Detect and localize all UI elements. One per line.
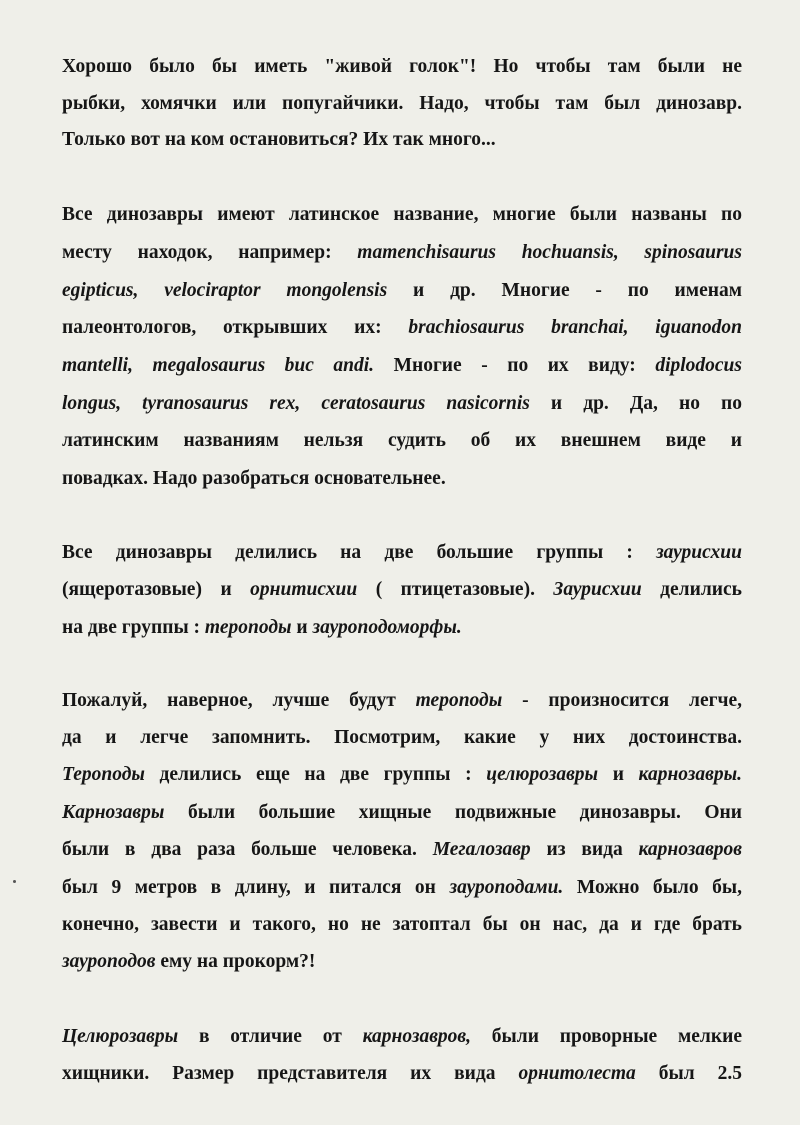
- paragraph-3-line-2: [62, 578, 742, 602]
- italic-term: egipticus, velociraptor mongolensis: [62, 280, 388, 301]
- paragraph-1-line-3: [62, 128, 742, 152]
- text-segment: Можно было бы,: [563, 877, 742, 898]
- text-segment: и др. Да, но по: [529, 393, 742, 414]
- text-segment: конечно, завести и такого, но не затоптал бы он нас, да и где брать: [62, 914, 742, 935]
- italic-term: Целюрозавры: [62, 1026, 179, 1047]
- text-segment: Все динозавры делились на две большие группы :: [62, 542, 657, 563]
- text-segment: делились: [641, 579, 742, 600]
- text-segment: ему на прокорм?!: [155, 951, 316, 972]
- paragraph-2-line-3: [62, 279, 742, 303]
- italic-term: орнитисхии: [250, 579, 358, 600]
- paragraph-2-line-6: [62, 392, 742, 416]
- italic-term: зауроподоморфы.: [312, 617, 462, 638]
- paragraph-4-line-3: [62, 763, 742, 787]
- paragraph-1-line-1: [62, 55, 742, 79]
- paragraph-5-line-2: [62, 1062, 742, 1086]
- text-segment: да и легче запомнить. Посмотрим, какие у них достоинства.: [62, 727, 742, 748]
- paragraph-1-line-2: [62, 92, 742, 116]
- text-segment: палеонтологов, открывших их:: [62, 317, 409, 338]
- italic-term: зауроподов: [62, 951, 156, 972]
- text-segment: Все динозавры имеют латинское название, многие были названы по: [62, 204, 742, 225]
- paragraph-4-line-6: [62, 876, 742, 900]
- paragraph-4-line-1: [62, 689, 742, 713]
- text-segment: ( птицетазовые).: [357, 579, 554, 600]
- paragraph-4-line-5: [62, 838, 742, 862]
- italic-term: diplodocus: [655, 355, 742, 376]
- text-segment: повадках. Надо разобраться основательнее.: [62, 468, 446, 489]
- paragraph-2-line-4: [62, 316, 742, 340]
- text-segment: Хорошо было бы иметь "живой голок"! Но чтобы там были не: [62, 56, 742, 77]
- text-segment: в отличие от: [178, 1026, 363, 1047]
- paragraph-4-line-8: [62, 950, 742, 974]
- text-segment: делились еще на две группы :: [144, 764, 487, 785]
- text-segment: Пожалуй, наверное, лучше будут: [62, 690, 416, 711]
- text-segment: и: [598, 764, 639, 785]
- italic-term: Мегалозавр: [432, 839, 531, 860]
- italic-term: тероподы: [415, 690, 503, 711]
- italic-term: mantelli, megalosaurus buc andi.: [62, 355, 375, 376]
- paragraph-4-line-2: [62, 726, 742, 750]
- paragraph-4-line-7: [62, 913, 742, 937]
- italic-term: тероподы: [204, 617, 292, 638]
- paragraph-2-line-1: [62, 203, 742, 227]
- italic-term: карнозавров: [638, 839, 742, 860]
- scan-speck: [13, 880, 16, 883]
- italic-term: целюрозавры: [486, 764, 599, 785]
- text-segment: и др. Многие - по именам: [387, 280, 742, 301]
- italic-term: mamenchisaurus hochuansis, spinosaurus: [357, 242, 742, 263]
- text-segment: месту находок, например:: [62, 242, 358, 263]
- text-segment: был 2.5: [635, 1063, 742, 1084]
- text-segment: хищники. Размер представителя их вида: [62, 1063, 519, 1084]
- text-segment: Многие - по их виду:: [374, 355, 656, 376]
- text-segment: латинским названиям нельзя судить об их внешнем виде и: [62, 430, 742, 451]
- italic-term: Тероподы: [62, 764, 145, 785]
- paragraph-3-line-1: [62, 541, 742, 565]
- paragraph-3-line-3: [62, 616, 742, 640]
- italic-term: brachiosaurus branchai, iguanodon: [408, 317, 742, 338]
- text-segment: Только вот на ком остановиться? Их так много...: [62, 129, 496, 150]
- italic-term: Заурисхии: [553, 579, 642, 600]
- text-segment: - произносится легче,: [502, 690, 742, 711]
- italic-term: карнозавров,: [362, 1026, 471, 1047]
- text-segment: рыбки, хомячки или попугайчики. Надо, чтобы там был динозавр.: [62, 93, 742, 114]
- text-segment: был 9 метров в длину, и питался он: [62, 877, 450, 898]
- paragraph-2-line-5: [62, 354, 742, 378]
- italic-term: карнозавры.: [638, 764, 742, 785]
- italic-term: зауроподами.: [449, 877, 564, 898]
- text-segment: из вида: [530, 839, 639, 860]
- text-segment: были проворные мелкие: [471, 1026, 742, 1047]
- italic-term: Карнозавры: [62, 802, 165, 823]
- italic-term: орнитолеста: [518, 1063, 636, 1084]
- text-segment: (ящеротазовые) и: [62, 579, 251, 600]
- text-segment: были большие хищные подвижные динозавры. Они: [164, 802, 742, 823]
- italic-term: заурисхии: [656, 542, 742, 563]
- italic-term: longus, tyranosaurus rex, ceratosaurus nasicornis: [62, 393, 530, 414]
- paragraph-5-line-1: [62, 1025, 742, 1049]
- paragraph-4-line-4: [62, 801, 742, 825]
- paragraph-2-line-7: [62, 429, 742, 453]
- paragraph-2-line-8: [62, 467, 742, 491]
- text-segment: на две группы :: [62, 617, 205, 638]
- text-segment: были в два раза больше человека.: [62, 839, 433, 860]
- paragraph-2-line-2: [62, 241, 742, 265]
- text-segment: и: [291, 617, 313, 638]
